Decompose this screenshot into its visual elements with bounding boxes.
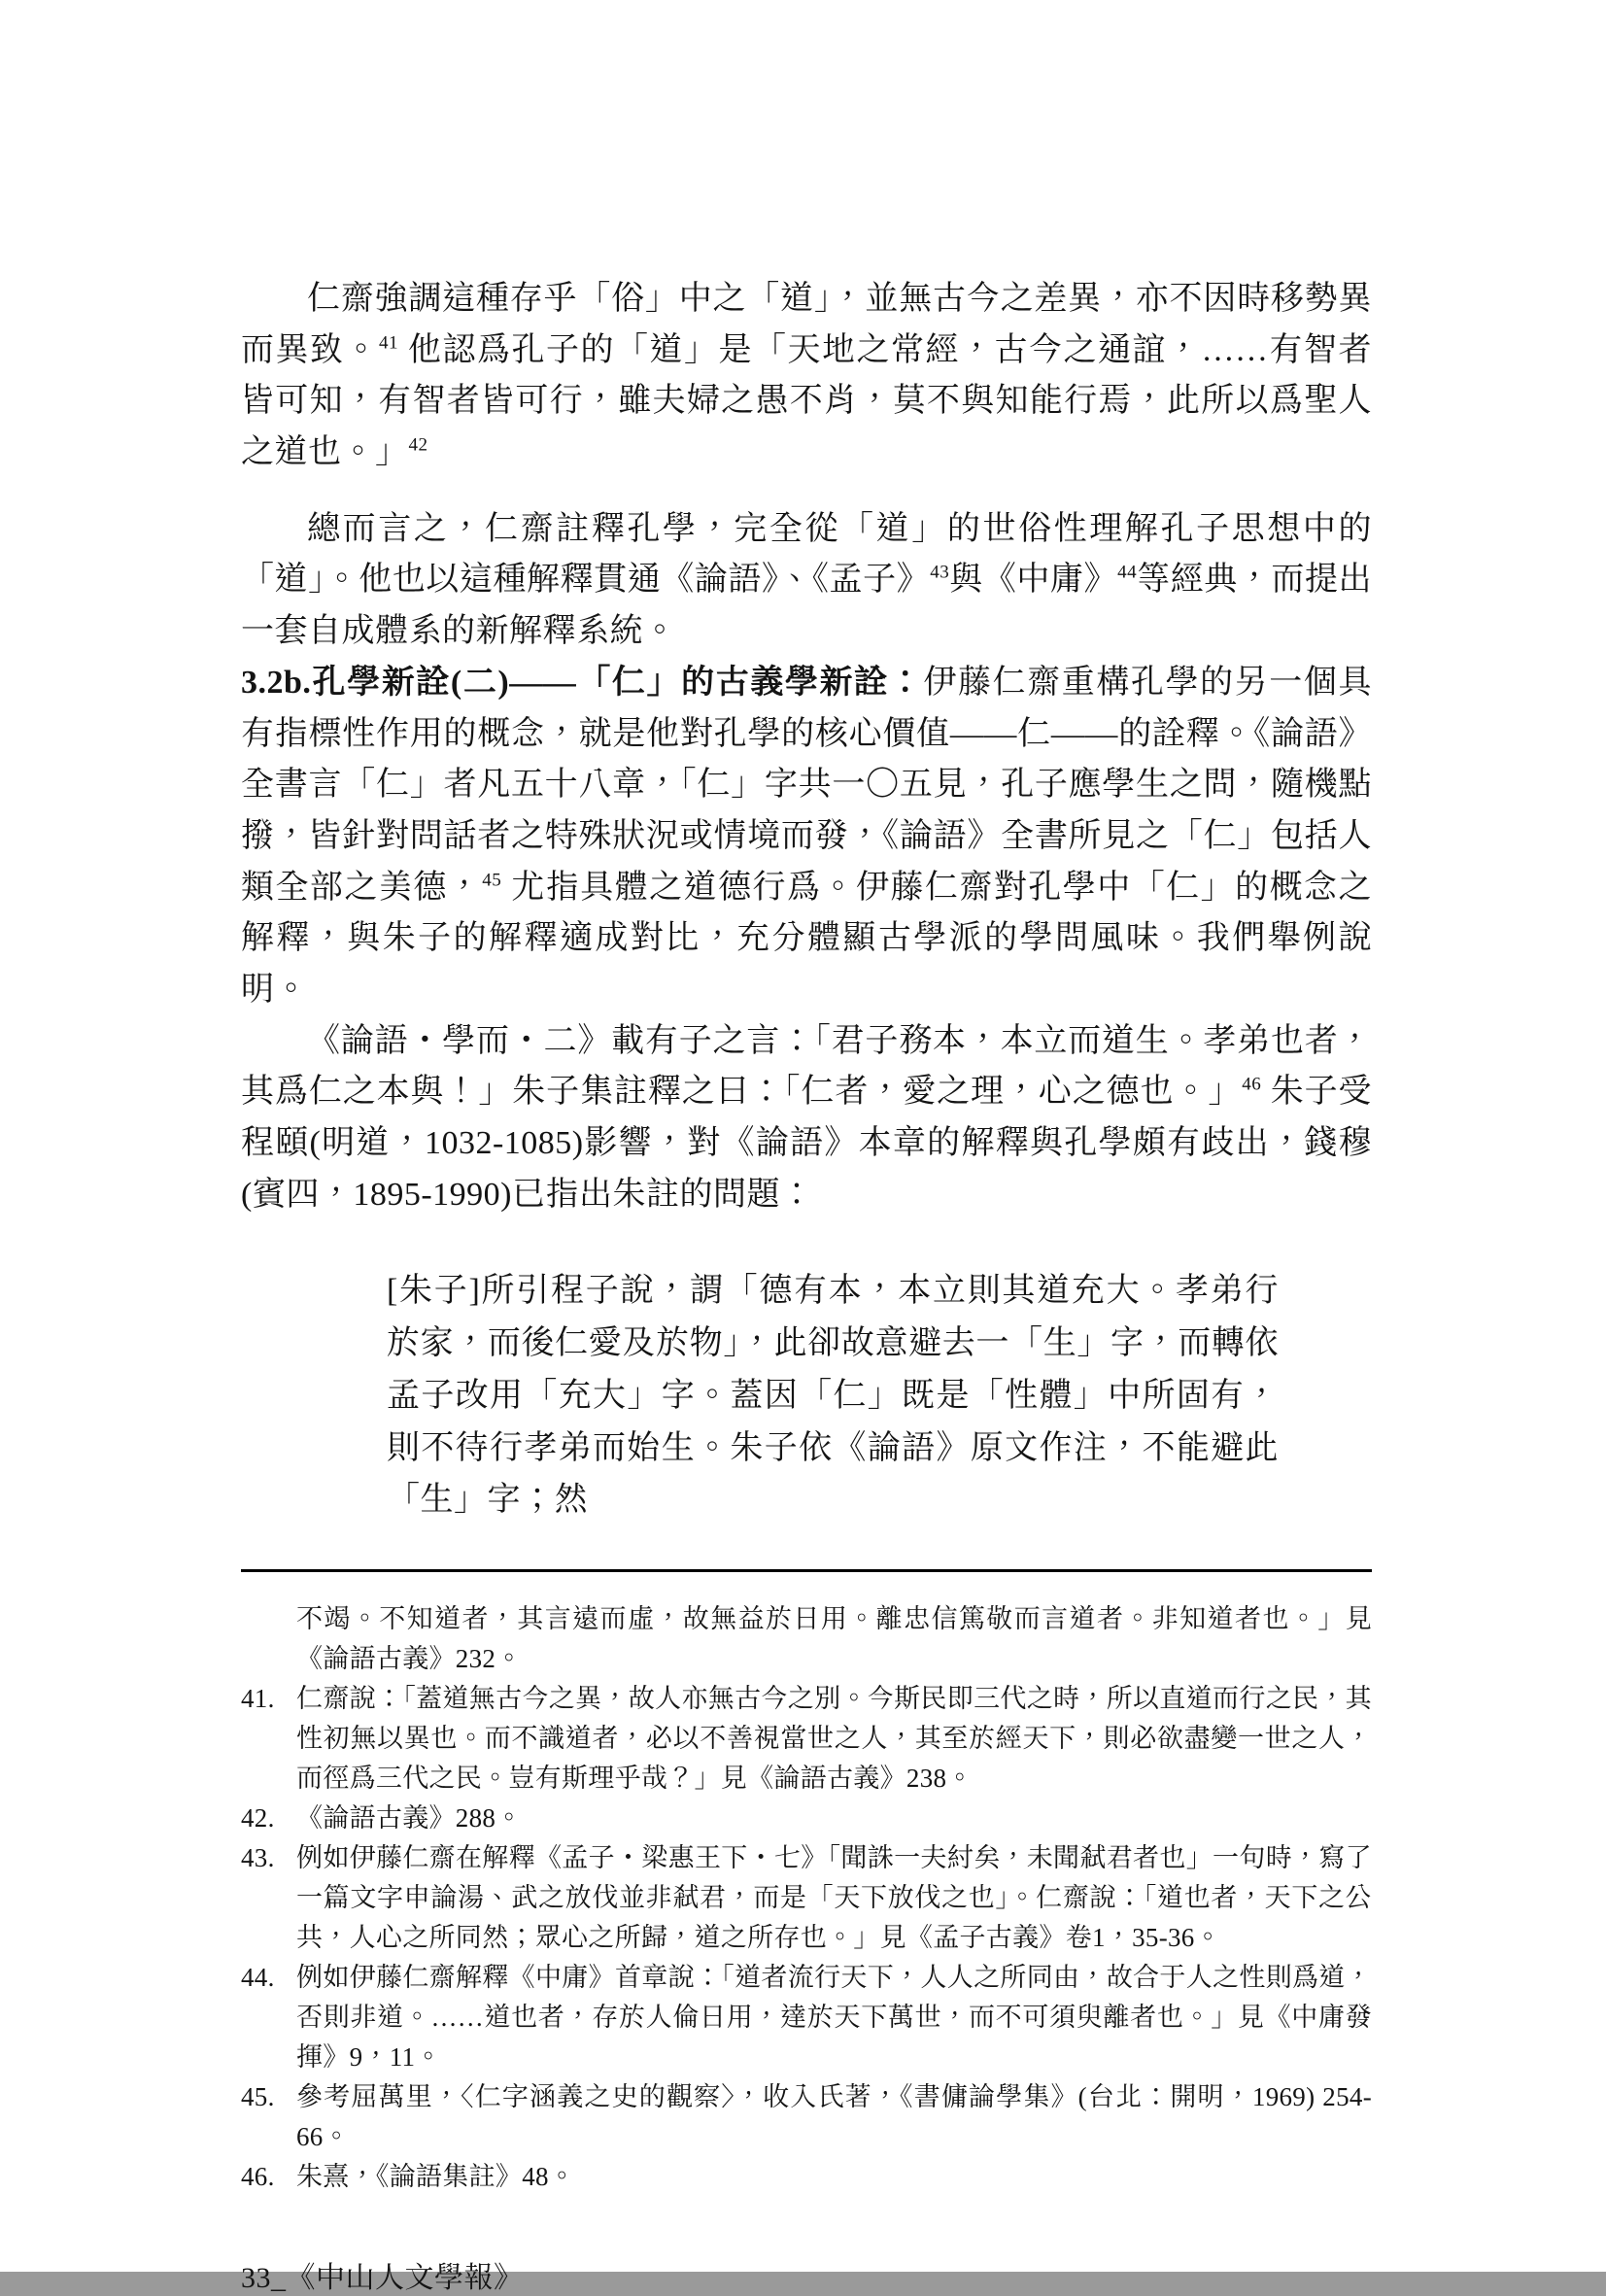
footnote-number: 45. <box>241 2082 275 2112</box>
footnote <box>241 1679 1372 1799</box>
footnote-marker: 46 <box>1242 1074 1262 1095</box>
footnote <box>241 1799 1372 1838</box>
paragraph <box>241 1016 1372 1221</box>
footnote-text: 《論語古義》288。 <box>296 1803 523 1833</box>
footnote <box>241 1599 1372 1679</box>
section-heading: 3.2b.孔學新詮(二)——「仁」的古義學新詮： <box>241 664 924 701</box>
footnote-number: 43. <box>241 1843 275 1873</box>
footnote-text: 朱熹，《論語集註》48。 <box>296 2162 576 2192</box>
text-run: 尤指具體之道德行爲。伊藤仁齋對孔學中「仁」的概念之解釋，與朱子的解釋適成對比，充分體顯古學派的學問風味。我們舉例說明。 <box>241 869 1373 1008</box>
footnote-marker: 44 <box>1117 563 1138 584</box>
paragraph <box>241 504 1372 658</box>
text-run: 等經典，而提出一套自成體系的新解釋系統。 <box>241 562 1373 650</box>
paragraph <box>241 658 1372 1016</box>
footnote-text: 仁齋說：「蓋道無古今之異，故人亦無古今之別。今斯民即三代之時，所以直道而行之民，其性初無以異也。而不識道者，必以不善視當世之人，其至於經天下，則必欲盡變一世之人，而徑爲三代之民。豈有斯理乎哉？」見《論語古義》238。 <box>296 1684 1372 1794</box>
footnote-marker: 42 <box>408 434 428 456</box>
text-run: 他認爲孔子的「道」是「天地之常經，古今之通誼，……有智者皆可知，有智者皆可行，雖夫婦之愚不肖，莫不與知能行焉，此所以爲聖人之道也。」 <box>241 331 1373 471</box>
text-run: 伊藤仁齋重構孔學的另一個具有指標性作用的概念，就是他對孔學的核心價值——仁——的詮釋。《論語》全書言「仁」者凡五十八章，「仁」字共一〇五見，孔子應學生之問，隨機點撥，皆針對問話者之特殊狀況或情境而發，《論語》全書所見之「仁」包括人類全部之美德， <box>241 664 1373 906</box>
text-run: 總而言之，仁齋註釋孔學，完全從「道」的世俗性理解孔子思想中的「道」。他也以這種解釋貫通《論語》、《孟子》 <box>241 510 1372 599</box>
page-content <box>241 274 1372 2296</box>
footnote-text: 例如伊藤仁齋在解釋《孟子・梁惠王下・七》「聞誅一夫紂矣，未聞弒君者也」一句時，寫了一篇文字申論湯、武之放伐並非弒君，而是「天下放伐之也」。仁齋說：「道也者，天下之公共，人心之所同然；眾心之所歸，道之所存也。」見《孟子古義》卷1，35-36。 <box>296 1843 1372 1953</box>
page-footer: 33_《中山人文學報》 <box>241 2262 524 2295</box>
footnote <box>241 1958 1372 2077</box>
footnote-marker: 45 <box>482 870 502 891</box>
text-run: 與《中庸》 <box>949 562 1118 599</box>
footnote-number: 44. <box>241 1963 275 1993</box>
footnote-text: 不竭。不知道者，其言遠而虛，故無益於日用。離忠信篤敬而言道者。非知道者也。」見《論語古義》232。 <box>296 1603 1372 1673</box>
footnote-marker: 43 <box>930 563 950 584</box>
footnote-number: 41. <box>241 1684 275 1714</box>
footnote-text: 例如伊藤仁齋解釋《中庸》首章說：「道者流行天下，人人之所同由，故合于人之性則爲道，否則非道。……道也者，存於人倫日用，達於天下萬世，而不可須臾離者也。」見《中庸發揮》9，11。 <box>296 1963 1372 2073</box>
footnote <box>241 2077 1372 2157</box>
footnote-number: 42. <box>241 1803 275 1833</box>
text-run: 朱子受程頤(明道，1032-1085)影響，對《論語》本章的解釋與孔學頗有歧出，錢穆(賓四，1895-1990)已指出朱註的問題： <box>241 1074 1373 1213</box>
text-run: [朱子]所引程子說，謂「德有本，本立則其道充大。孝弟行於家，而後仁愛及於物」，此卻故意避去一「生」字，而轉依孟子改用「充大」字。蓋因「仁」既是「性體」中所固有，則不待行孝弟而始生。朱子依《論語》原文作注，不能避此「生」字；然 <box>387 1273 1279 1519</box>
text-run: 《論語・學而・二》載有子之言：「君子務本，本立而道生。孝弟也者，其爲仁之本與！」朱子集註釋之曰：「仁者，愛之理，心之德也。」 <box>241 1022 1372 1111</box>
footnote-marker: 41 <box>379 332 399 354</box>
text-run: 仁齋強調這種存乎「俗」中之「道」，並無古今之差異，亦不因時移勢異而異致。 <box>241 281 1372 368</box>
footnotes-list <box>241 1599 1372 2197</box>
block-quote <box>387 1265 1279 1526</box>
footnote-number: 46. <box>241 2162 275 2192</box>
footnote <box>241 1838 1372 1958</box>
paragraph <box>241 274 1372 479</box>
body-paragraphs <box>241 274 1372 1526</box>
footnote-text: 參考屈萬里，〈仁字涵義之史的觀察〉，收入氏著，《書傭論學集》(台北：開明，1969) 254-66。 <box>296 2082 1372 2152</box>
footnote <box>241 2157 1372 2197</box>
footnote-separator <box>241 1569 1372 1572</box>
